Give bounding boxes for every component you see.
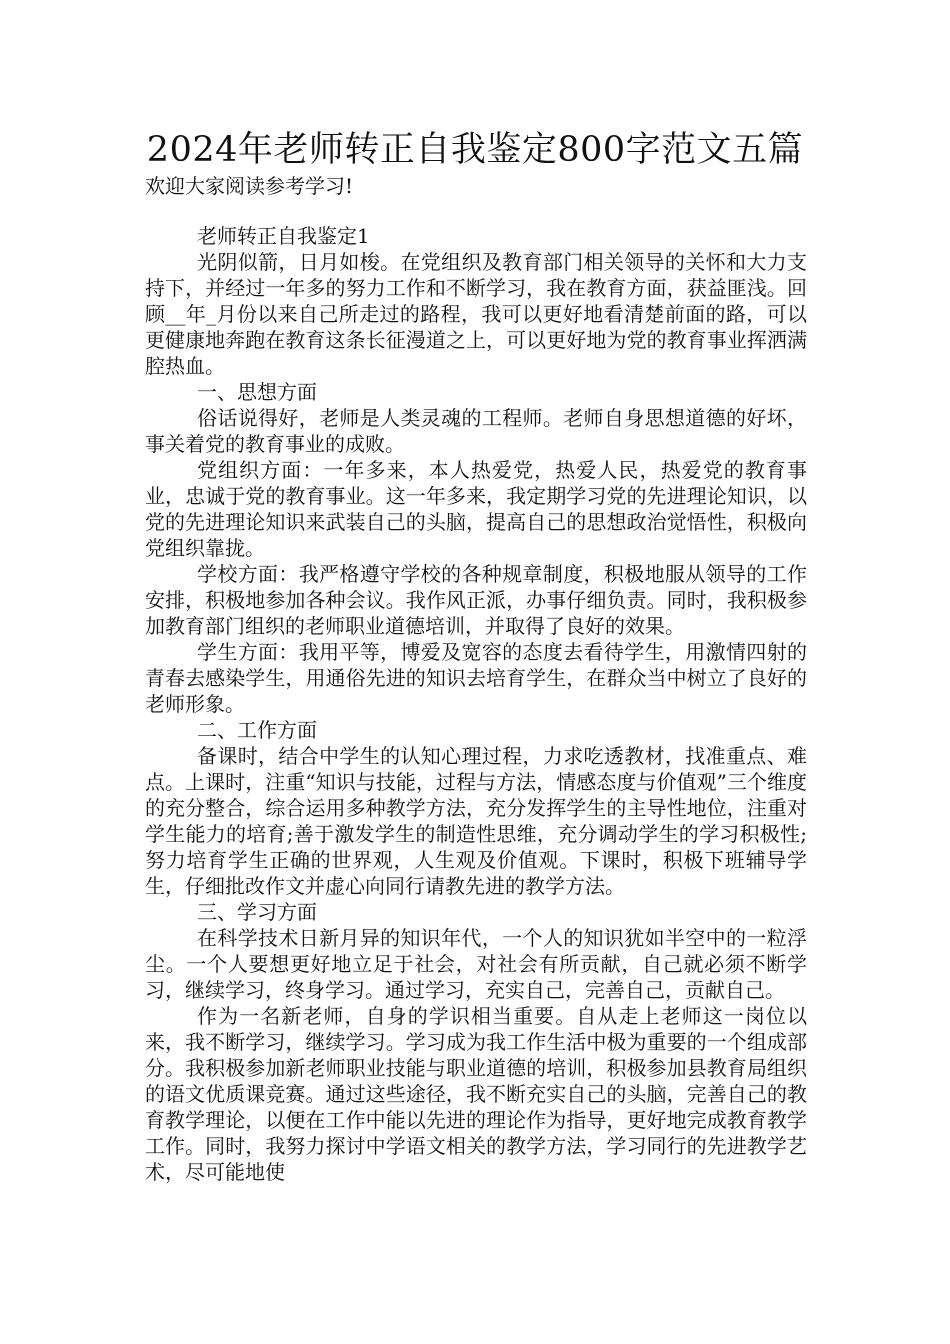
document-subtitle: 欢迎大家阅读参考学习! <box>145 174 354 198</box>
body-paragraph: 学校方面：我严格遵守学校的各种规章制度，积极地服从领导的工作安排，积极地参加各种会议。我作风正派，办事仔细负责。同时，我积极参加教育部门组织的老师职业道德培训，并取得了良好的效果。 <box>145 562 807 638</box>
document-body <box>145 223 807 1185</box>
document-title: 2024年老师转正自我鉴定800字范文五篇 <box>146 130 804 170</box>
section-heading: 一、思想方面 <box>197 380 317 404</box>
body-paragraph: 学生方面：我用平等，博爱及宽容的态度去看待学生，用激情四射的青春去感染学生，用通俗先进的知识去培育学生，在群众当中树立了良好的老师形象。 <box>145 640 807 716</box>
body-paragraph: 党组织方面：一年多来，本人热爱党，热爱人民，热爱党的教育事业，忠诚于党的教育事业。这一年多来，我定期学习党的先进理论知识，以党的先进理论知识来武装自己的头脑，提高自己的思想政治觉悟性，积极向党组织靠拢。 <box>145 458 807 560</box>
body-paragraph: 在科学技术日新月异的知识年代，一个人的知识犹如半空中的一粒浮尘。一个人要想更好地立足于社会，对社会有所贡献，自己就必须不断学习，继续学习，终身学习。通过学习，充实自己，完善自己，贡献自己。 <box>145 926 807 1002</box>
body-paragraph: 作为一名新老师，自身的学识相当重要。自从走上老师这一岗位以来，我不断学习，继续学习。学习成为我工作生活中极为重要的一个组成部分。我积极参加新老师职业技能与职业道德的培训，积极参加县教育局组织的语文优质课竞赛。通过这些途径，我不断充实自己的头脑，完善自己的教育教学理论，以便在工作中能以先进的理论作为指导，更好地完成教育教学工作。同时，我努力探讨中学语文相关的教学方法，学习同行的先进教学艺术，尽可能地使 <box>145 1004 807 1184</box>
body-paragraph: 备课时，结合中学生的认知心理过程，力求吃透教材，找准重点、难点。上课时，注重“知识与技能，过程与方法，情感态度与价值观”三个维度的充分整合，综合运用多种教学方法，充分发挥学生的主导性地位，注重对学生能力的培育;善于激发学生的制造性思维，充分调动学生的学习积极性;努力培育学生正确的世界观，人生观及价值观。下课时，积极下班辅导学生，仔细批改作文并虚心向同行请教先进的教学方法。 <box>145 744 807 898</box>
body-paragraph: 光阴似箭，日月如梭。在党组织及教育部门相关领导的关怀和大力支持下，并经过一年多的努力工作和不断学习，我在教育方面，获益匪浅。回顾__年_月份以来自己所走过的路程，我可以更好地看清楚前面的路，可以更健康地奔跑在教育这条长征漫道之上，可以更好地为党的教育事业挥洒满腔热血。 <box>145 250 807 378</box>
body-paragraph: 俗话说得好，老师是人类灵魂的工程师。老师自身思想道德的好坏，事关着党的教育事业的成败。 <box>145 406 807 456</box>
section-heading: 三、学习方面 <box>197 900 317 924</box>
section-heading: 二、工作方面 <box>197 718 317 742</box>
section-heading: 老师转正自我鉴定1 <box>197 224 370 248</box>
